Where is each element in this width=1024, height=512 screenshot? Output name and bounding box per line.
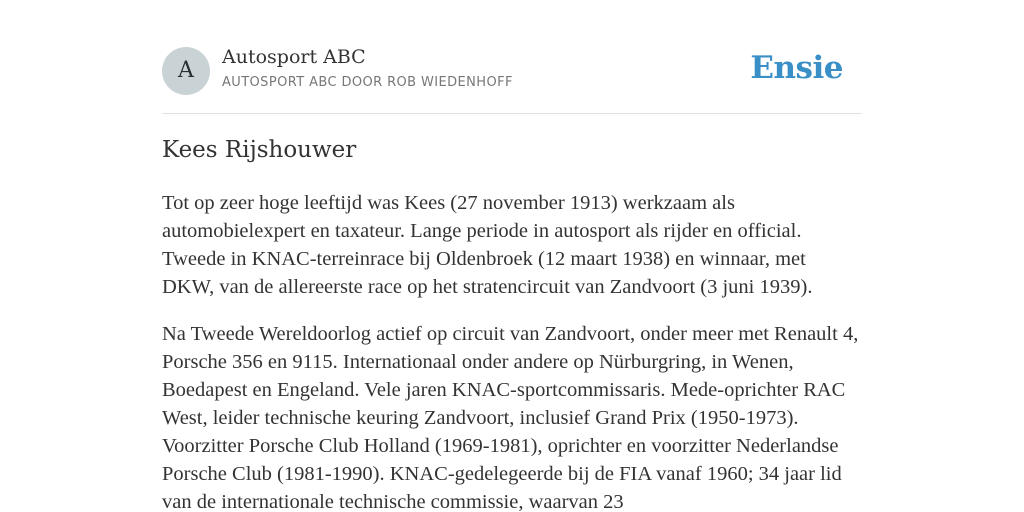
- article-body: [162, 189, 862, 512]
- avatar[interactable]: A: [162, 47, 210, 95]
- source-header: [162, 46, 862, 96]
- article-paragraph: Tot op zeer hoge leeftijd was Kees (27 november 1913) werkzaam als automobielexpert en taxateur. Lange periode in autosport als rijder en official. Tweede in KNAC-terreinrace bij Oldenbroek (12 maart 1938) en winnaar, met DKW, van de allereerste race op het stratencircuit van Zandvoort (3 juni 1939).: [162, 192, 813, 298]
- article-paragraph: Na Tweede Wereldoorlog actief op circuit van Zandvoort, onder meer met Renault 4, Porsche 356 en 9115. Internationaal onder andere op Nürburgring, in Wenen, Boedapest en Engeland. Vele jaren KNAC-sportcommissaris. Mede-oprichter RAC West, leider technische keuring Zandvoort, inclusief Grand Prix (1950-1973). Voorzitter Porsche Club Holland (1969-1981), oprichter en voorzitter Nederlandse Porsche Club (1981-1990). KNAC-gedelegeerde bij de FIA vanaf 1960; 34 jaar lid van de internationale technische commissie, waarvan 23: [162, 323, 859, 512]
- article-title: Kees Rijshouwer: [162, 137, 357, 163]
- source-subtitle: AUTOSPORT ABC DOOR ROB WIEDENHOFF: [222, 75, 513, 90]
- ensie-logo-link[interactable]: Ensie: [750, 50, 843, 86]
- source-name-link[interactable]: Autosport ABC: [222, 46, 366, 68]
- header-divider: [162, 113, 862, 114]
